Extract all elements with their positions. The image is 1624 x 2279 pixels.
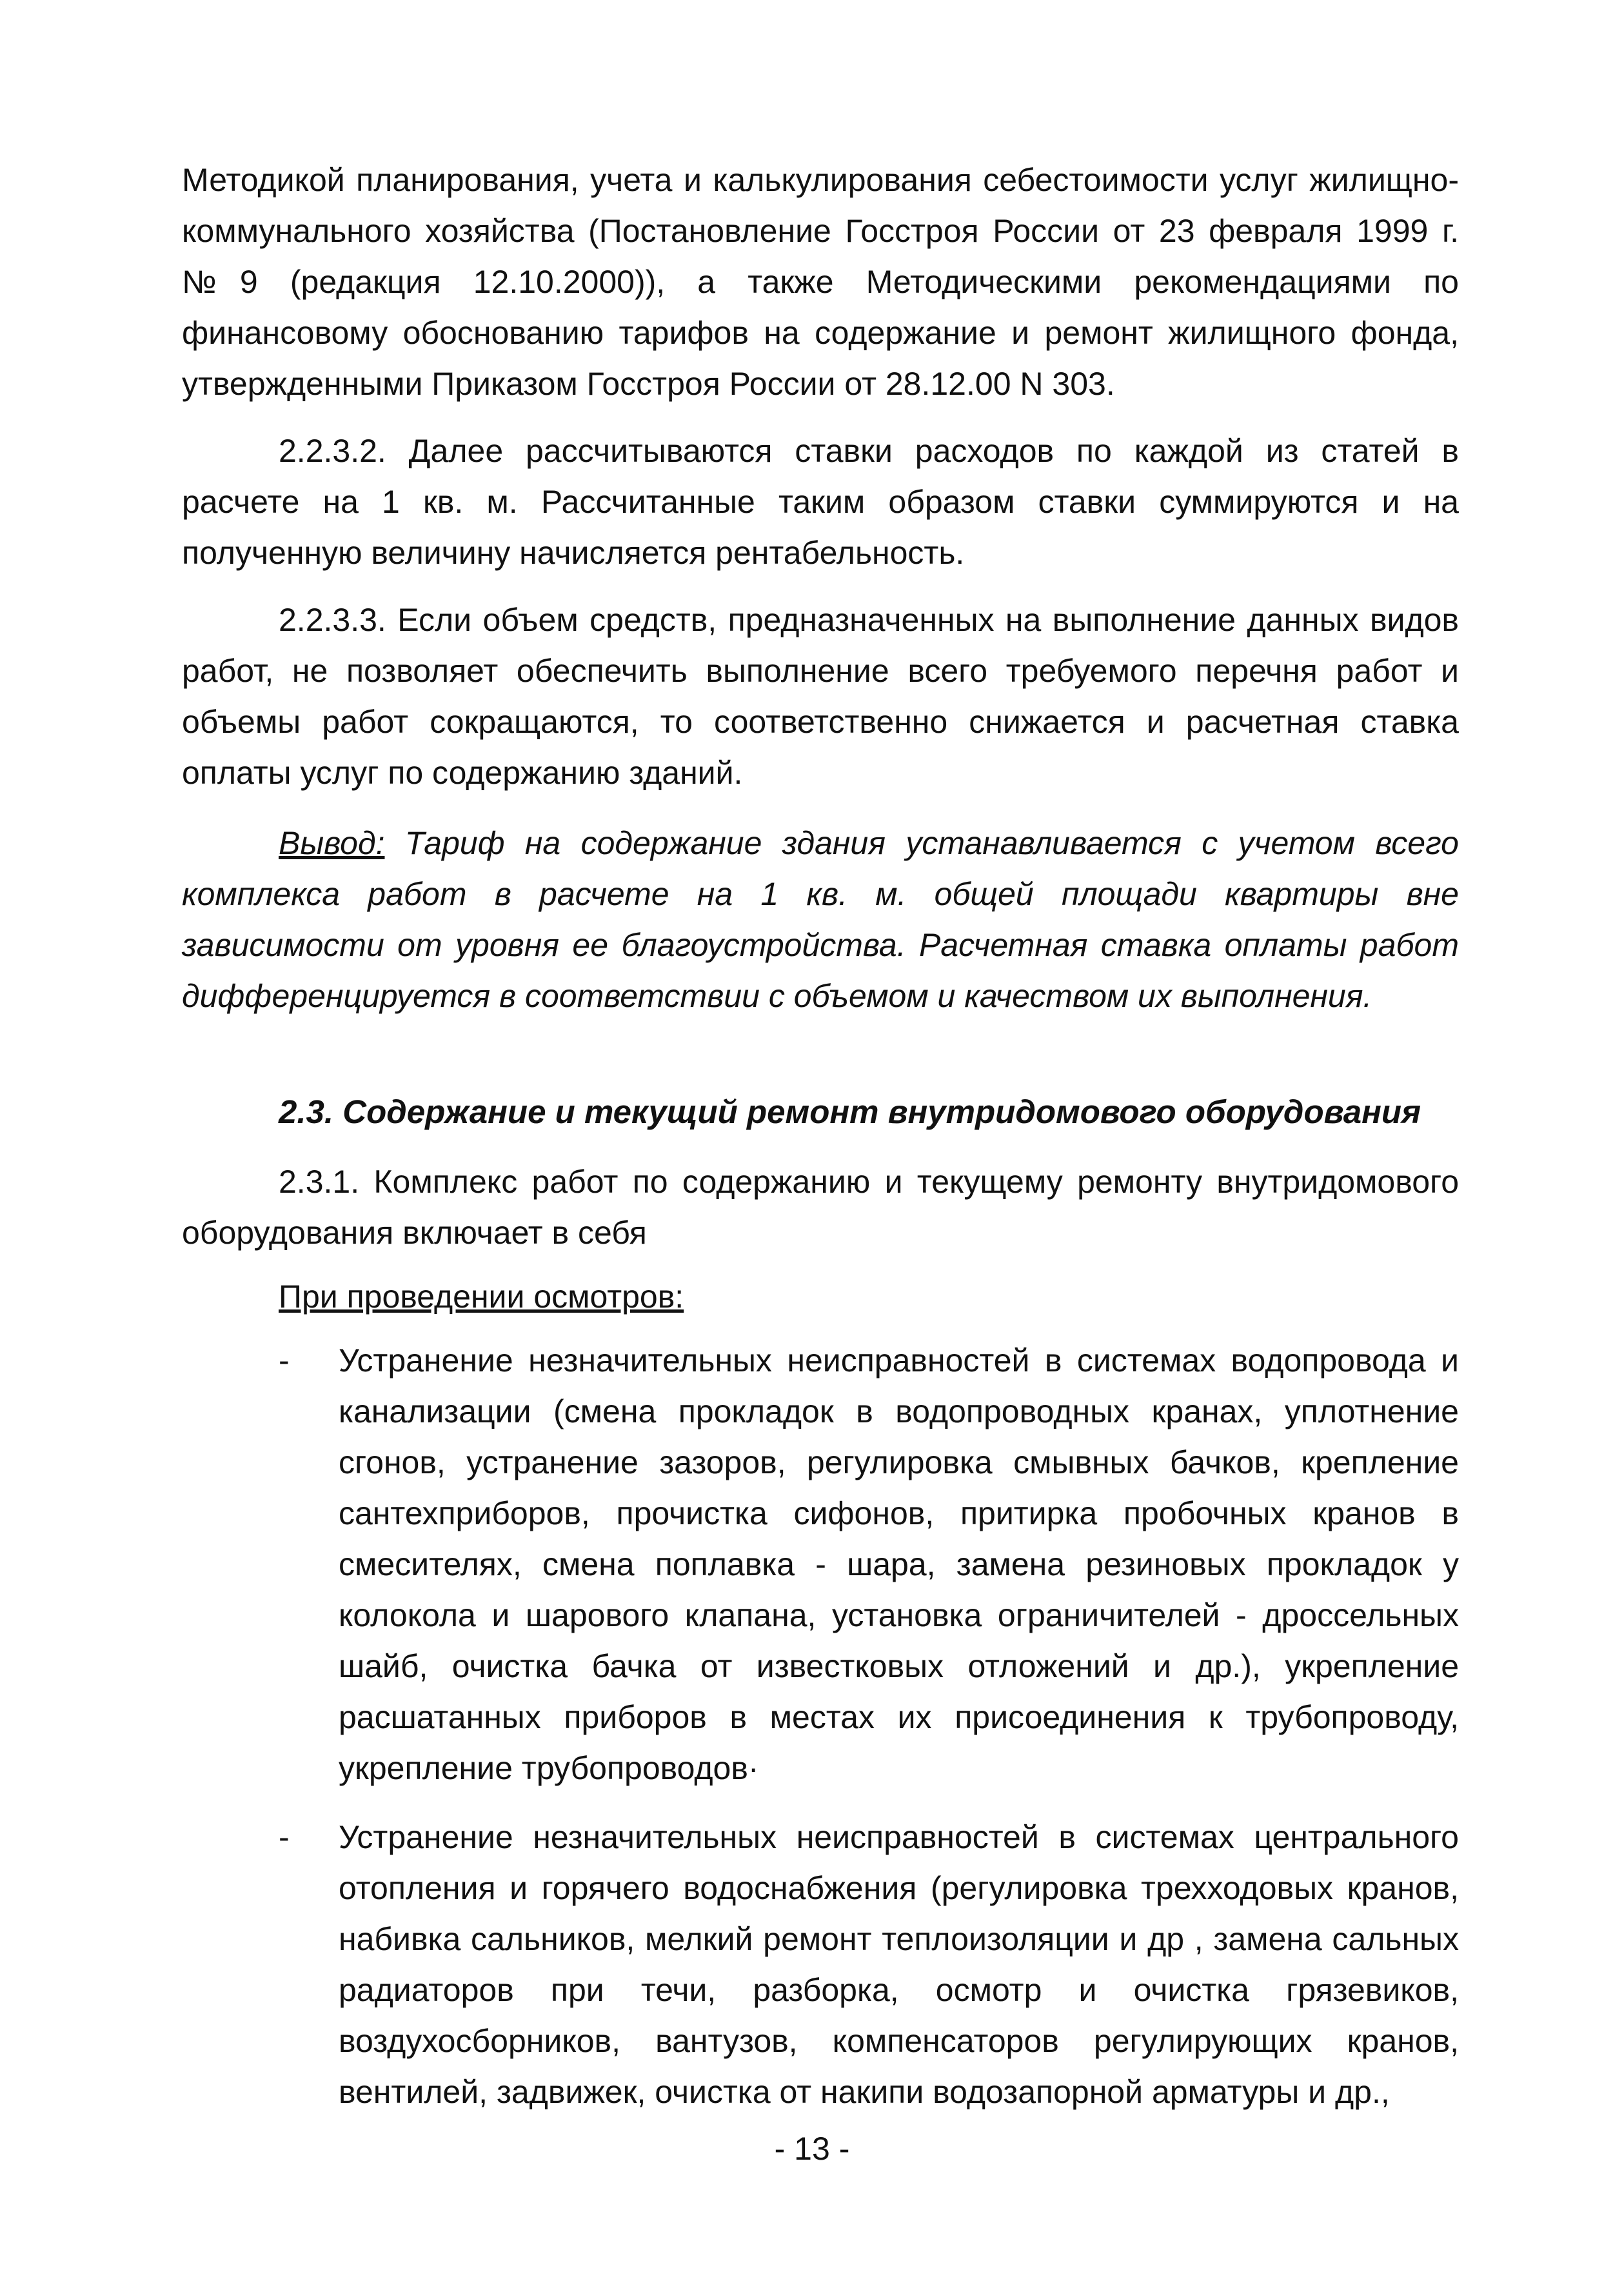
paragraph-2-2-3-3: 2.2.3.3. Если объем средств, предназначенных на выполнение данных видов работ, не позволяет обеспечить выполнение всего требуемого перечня работ и объемы работ сокращаются, то соответственно снижается и расчетная ставка оплаты услуг по содержанию зданий. bbox=[182, 602, 1459, 791]
conclusion-label: Вывод: bbox=[279, 825, 385, 861]
page-number: - 13 - bbox=[774, 2131, 850, 2167]
inspection-work-list bbox=[182, 1335, 1459, 2118]
paragraph-2-2-3-2: 2.2.3.2. Далее рассчитываются ставки расходов по каждой из статей в расчете на 1 кв. м. Рассчитанные таким образом ставки суммируются и на полученную величину начисляется рентабельность. bbox=[182, 433, 1459, 571]
conclusion-paragraph bbox=[182, 818, 1459, 1022]
paragraph-2-3-1: 2.3.1. Комплекс работ по содержанию и текущему ремонту внутридомового оборудования включает в себя bbox=[182, 1164, 1459, 1251]
inspection-subheading: При проведении осмотров: bbox=[279, 1279, 684, 1315]
list-item bbox=[182, 1335, 1459, 1794]
section-heading: 2.3. Содержание и текущий ремонт внутридомового оборудования bbox=[279, 1093, 1421, 1130]
bullet-dash: - bbox=[279, 1819, 290, 1855]
conclusion-text: Тариф на содержание здания устанавливается с учетом всего комплекса работ в расчете на 1 кв. м. общей площади квартиры вне зависимости от уровня ее благоустройства. Расчетная ставка оплаты работ дифференцируется в соответствии с объемом и качеством их выполнения. bbox=[182, 825, 1459, 1014]
document-page bbox=[182, 155, 1459, 2136]
list-item-text: Устранение незначительных неисправностей в системах центрального отопления и горячего водоснабжения (регулировка трехходовых кранов, набивка сальников, мелкий ремонт теплоизоляции и др , замена сальных радиаторов при течи, разборка, осмотр и очистка грязевиков, воздухосборников, вантузов, компенсаторов регулирующих кранов, вентилей, задвижек, очистка от накипи водозапорной арматуры и др., bbox=[339, 1819, 1459, 2110]
list-item bbox=[182, 1812, 1459, 2118]
list-item-text: Устранение незначительных неисправностей в системах водопровода и канализации (смена прокладок в водопроводных кранах, уплотнение сгонов, устранение зазоров, регулировка смывных бачков, крепление сантехприборов, прочистка сифонов, притирка пробочных кранов в смесителях, смена поплавка - шара, замена резиновых прокладок у колокола и шарового клапана, установка ограничителей - дроссельных шайб, очистка бачка от известковых отложений и др.), укрепление расшатанных приборов в местах их присоединения к трубопроводу, укрепление трубопроводов· bbox=[339, 1342, 1459, 1786]
bullet-dash: - bbox=[279, 1342, 290, 1378]
intro-paragraph: Методикой планирования, учета и калькулирования себестоимости услуг жилищно-коммунального хозяйства (Постановление Госстроя России от 23 февраля 1999 г. №9 (редакция 12.10.2000)), а также Методическими рекомендациями по финансовому обоснованию тарифов на содержание и ремонт жилищного фонда, утвержденными Приказом Госстроя России от 28.12.00 N 303. bbox=[182, 162, 1459, 402]
